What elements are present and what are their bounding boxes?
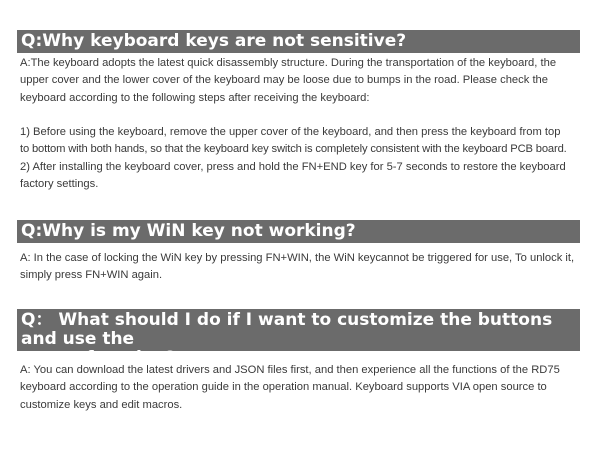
answer-line: customize keys and edit macros. (20, 398, 183, 411)
answer-line: upper cover and the lower cover of the keyboard may be loose due to bumps in the road. Please check the (20, 74, 548, 87)
faq-answer-1 (20, 55, 592, 193)
answer-line: keyboard according to the following steps after receiving the keyboard: (20, 91, 370, 104)
question-text: Q:Why is my WiN key not working? (21, 221, 356, 241)
step-line: 1) Before using the keyboard, remove the upper cover of the keyboard, and then press the keyboard from top (20, 126, 561, 139)
faq-answer-3 (20, 362, 592, 414)
step-line: factory settings. (20, 178, 99, 191)
question-text-line: Q： What should I do if I want to customize the buttons and use the (21, 310, 553, 349)
question-text: Q:Why keyboard keys are not sensitive? (21, 31, 407, 51)
question-text-line: macro function? (21, 348, 176, 368)
answer-line: A:The keyboard adopts the latest quick disassembly structure. During the transportation of the keyboard, the (20, 57, 557, 69)
faq-question-3 (17, 309, 580, 368)
faq-question-1 (17, 30, 580, 53)
spacer (20, 107, 592, 124)
faq-answer-2 (20, 250, 592, 285)
step-line: to bottom with both hands, so that the keyboard key switch is completely consistent with the keyboard PCB board. (20, 143, 567, 156)
answer-line: A: In the case of locking the WiN key by pressing FN+WIN, the WiN keycannot be triggered for use, To unlock it, (20, 252, 575, 264)
answer-line: A: You can download the latest drivers and JSON files first, and then experience all the functions of the RD75 (20, 364, 560, 376)
faq-question-2 (17, 220, 580, 243)
answer-line: simply press FN+WIN again. (20, 269, 163, 282)
step-line: 2) After installing the keyboard cover, press and hold the FN+END key for 5-7 seconds to restore the keyboard (20, 160, 566, 173)
answer-line: keyboard according to the operation guide in the operation manual. Keyboard supports VIA open source to (20, 381, 547, 394)
